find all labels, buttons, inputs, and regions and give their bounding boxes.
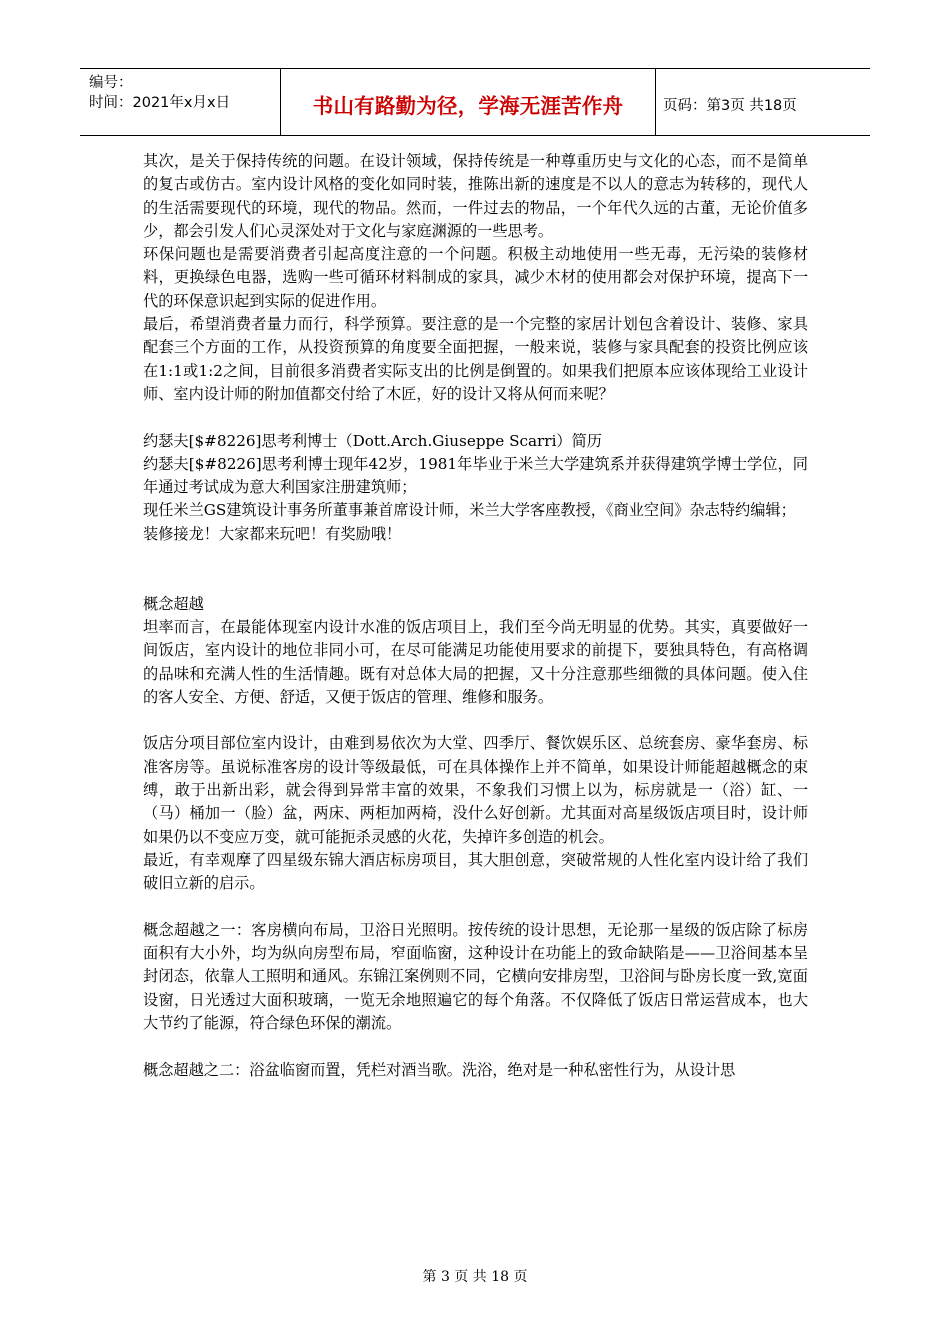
body-paragraph: 其次，是关于保持传统的问题。在设计领域，保持传统是一种尊重历史与文化的心态，而不是简单的复古或仿古。室内设计风格的变化如同时装，推陈出新的速度是不以人的意志为转移的，现代人的生活需要现代的环境，现代的物品。然而，一件过去的物品，一个年代久远的古董，无论价值多少，都会引发人们心灵深处对于文化与家庭渊源的一些思考。 xyxy=(143,152,808,240)
header-page-info-cell xyxy=(656,69,870,135)
page-header xyxy=(80,68,870,136)
blank-line xyxy=(143,406,808,429)
document-number-label: 编号： xyxy=(89,75,133,91)
header-meta xyxy=(80,69,281,135)
bio-heading: 约瑟夫[$#8226]思考利博士（Dott.Arch.Giuseppe Scarri）简历 xyxy=(143,431,602,450)
body-paragraph: 概念超越之一：客房横向布局，卫浴日光照明。按传统的设计思想，无论那一星级的饭店除了标房面积有大小外，均为纵向房型布局，窄面临窗，这种设计在功能上的致命缺陷是——卫浴间基本呈封闭态，依靠人工照明和通风。东锦江案例则不同，它横向安排房型，卫浴间与卧房长度一致,宽面设窗，日光透过大面积玻璃，一览无余地照遍它的每个角落。不仅降低了饭店日常运营成本，也大大节约了能源，符合绿色环保的潮流。 xyxy=(143,920,808,1032)
blank-line xyxy=(143,546,808,593)
page-footer: 第 3 页 共 18 页 xyxy=(422,1269,528,1285)
body-paragraph: 现任米兰GS建筑设计事务所董事兼首席设计师，米兰大学客座教授，《商业空间》杂志特约编辑； xyxy=(143,501,796,520)
body-paragraph: 最近，有幸观摩了四星级东锦大酒店标房项目，其大胆创意，突破常规的人性化室内设计给了我们破旧立新的启示。 xyxy=(143,850,808,893)
body-paragraph: 环保问题也是需要消费者引起高度注意的一个问题。积极主动地使用一些无毒，无污染的装修材料，更换绿色电器，选购一些可循环材料制成的家具，减少木材的使用都会对保护环境，提高下一代的环保意识起到实际的促进作用。 xyxy=(143,245,808,310)
document-date: 时间：2021年x月x日 xyxy=(89,95,231,111)
body-paragraph: 坦率而言，在最能体现室内设计水准的饭店项目上，我们至今尚无明显的优势。其实，真要做好一间饭店，室内设计的地位非同小可，在尽可能满足功能使用要求的前提下，要独具特色，有高格调的品味和充满人性的生活情趣。既有对总体大局的把握，又十分注意那些细微的具体问题。使入住的客人安全、方便、舒适，又便于饭店的管理、维修和服务。 xyxy=(143,617,808,706)
header-page-info: 页码：第3页 共18页 xyxy=(663,97,797,114)
document-body xyxy=(143,150,808,1082)
blank-line xyxy=(143,1035,808,1058)
body-paragraph: 装修接龙！大家都来玩吧！有奖励哦！ xyxy=(143,524,402,543)
section-heading: 概念超越 xyxy=(143,594,204,613)
body-paragraph: 饭店分项目部位室内设计，由难到易依次为大堂、四季厅、餐饮娱乐区、总统套房、豪华套房、标准客房等。虽说标准客房的设计等级最低，可在具体操作上并不简单，如果设计师能超越概念的束缚，敢于出新出彩，就会得到异常丰富的效果，不象我们习惯上以为，标房就是一（浴）缸、一（马）桶加一（脸）盆，两床、两柜加两椅，没什么好创新。尤其面对高星级饭店项目时，设计师如果仍以不变应万变，就可能扼杀灵感的火花，失掉许多创造的机会。 xyxy=(143,734,808,846)
blank-line xyxy=(143,709,808,732)
body-paragraph: 约瑟夫[$#8226]思考利博士现年42岁，1981年毕业于米兰大学建筑系并获得建筑学博士学位，同年通过考试成为意大利国家注册建筑师； xyxy=(143,454,808,497)
body-paragraph: 最后，希望消费者量力而行，科学预算。要注意的是一个完整的家居计划包含着设计、装修、家具配套三个方面的工作，从投资预算的角度要全面把握，一般来说，装修与家具配套的投资比例应该在1:1或1:2之间，目前很多消费者实际支出的比例是倒置的。如果我们把原本应该体现给工业设计师、室内设计师的附加值都交付给了木匠，好的设计又将从何而来呢？ xyxy=(143,315,808,403)
header-motto-cell xyxy=(281,69,656,135)
header-motto: 书山有路勤为径，学海无涯苦作舟 xyxy=(312,94,624,118)
body-paragraph: 概念超越之二：浴盆临窗而置，凭栏对酒当歌。洗浴，绝对是一种私密性行为，从设计思 xyxy=(143,1060,736,1079)
blank-line xyxy=(143,896,808,919)
